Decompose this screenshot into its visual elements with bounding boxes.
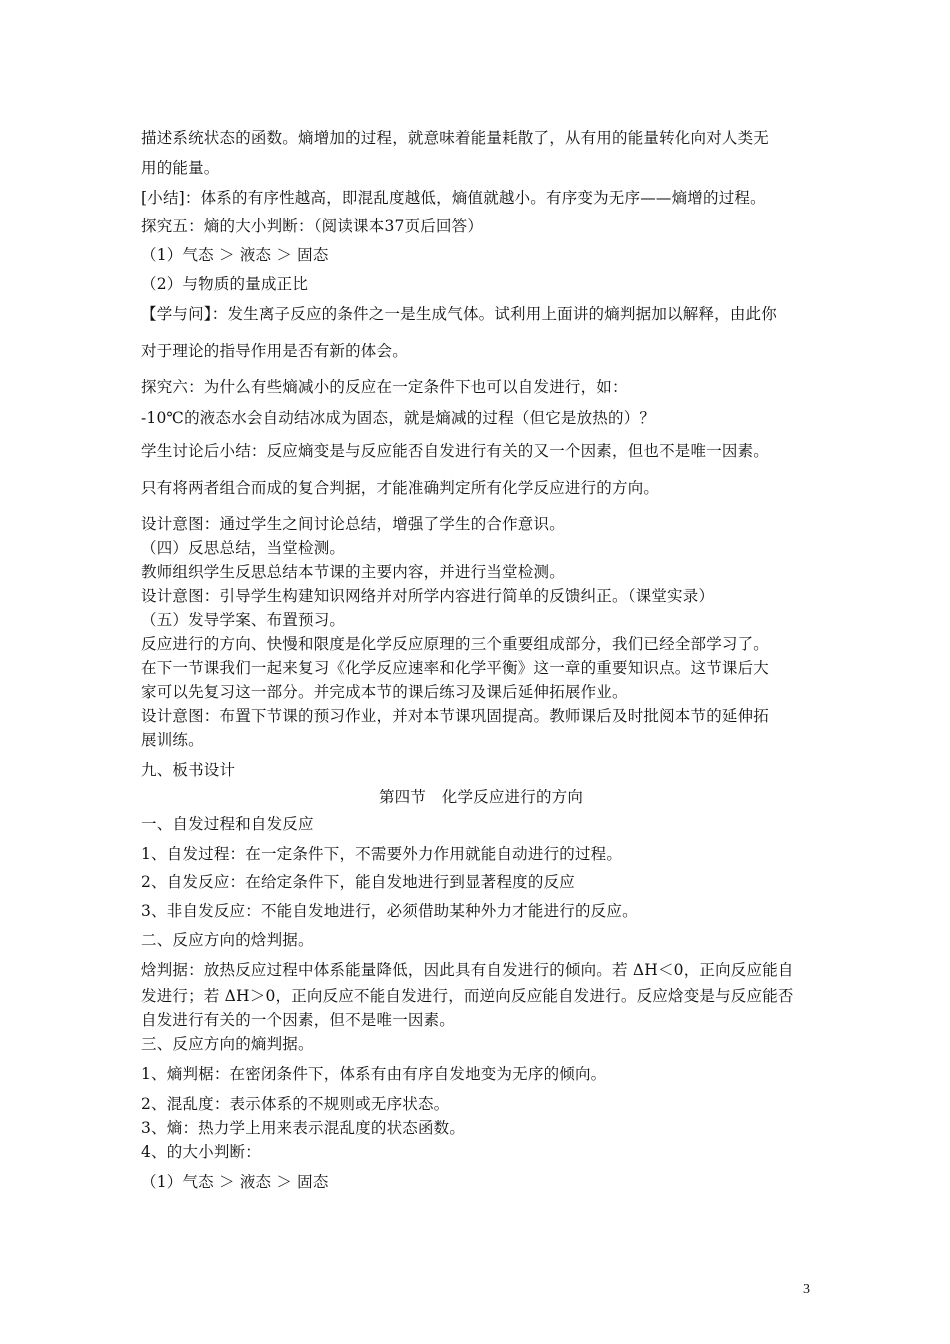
text-line: 只有将两者组合而成的复合判据，才能准确判定所有化学反应进行的方向。 <box>141 479 660 497</box>
text-line: 描述系统状态的函数。熵增加的过程，就意味着能量耗散了，从有用的能量转化向对人类无 <box>141 129 770 147</box>
text-line: （1）气态 ＞ 液态 ＞ 固态 <box>141 246 329 264</box>
text-line: 在下一节课我们一起来复习《化学反应速率和化学平衡》这一章的重要知识点。这节课后大 <box>141 659 770 677</box>
text-line: 反应进行的方向、快慢和限度是化学反应原理的三个重要组成部分，我们已经全部学习了。 <box>141 635 770 653</box>
text-line: 一、自发过程和自发反应 <box>141 815 314 833</box>
text-line: -10℃的液态水会自动结冰成为固态，就是熵减的过程（但它是放热的）？ <box>141 409 656 427</box>
page-number: 3 <box>803 1282 810 1297</box>
text-line: （1）气态 ＞ 液态 ＞ 固态 <box>141 1173 329 1191</box>
text-line: 4、的大小判断： <box>141 1143 261 1161</box>
text-line: （五）发导学案、布置预习。 <box>141 611 346 629</box>
text-line: [小结]：体系的有序性越高，即混乱度越低，熵值就越小。有序变为无序——熵增的过程。 <box>141 189 766 207</box>
section-heading: 九、板书设计 <box>141 761 236 779</box>
text-line: 【学与问】：发生离子反应的条件之一是生成气体。试利用上面讲的熵判据加以解释，由此你 <box>141 305 777 323</box>
text-line: 设计意图：通过学生之间讨论总结，增强了学生的合作意识。 <box>141 515 565 533</box>
text-line: 1、自发过程：在一定条件下，不需要外力作用就能自动进行的过程。 <box>141 845 623 863</box>
text-line: 家可以先复习这一部分。并完成本节的课后练习及课后延伸拓展作业。 <box>141 683 628 701</box>
text-line: 2、混乱度：表示体系的不规则或无序状态。 <box>141 1095 450 1113</box>
text-line: 1、熵判椐：在密闭条件下，体系有由有序自发地变为无序的倾向。 <box>141 1065 607 1083</box>
text-line: （四）反思总结，当堂检测。 <box>141 539 346 557</box>
text-line: 自发进行有关的一个因素，但不是唯一因素。 <box>141 1011 456 1029</box>
text-line: 教师组织学生反思总结本节课的主要内容，并进行当堂检测。 <box>141 563 565 581</box>
text-line: （2）与物质的量成正比 <box>141 275 309 293</box>
text-line: 2、自发反应：在给定条件下，能自发地进行到显著程度的反应 <box>141 873 575 891</box>
text-line: 设计意图：引导学生构建知识网络并对所学内容进行简单的反馈纠正。（课堂实录） <box>141 587 715 605</box>
text-line: 用的能量。 <box>141 159 220 177</box>
text-line: 3、非自发反应：不能自发地进行，必须借助某种外力才能进行的反应。 <box>141 902 638 920</box>
text-line: 3、熵：热力学上用来表示混乱度的状态函数。 <box>141 1119 466 1137</box>
text-line: 探究五：熵的大小判断：（阅读课本37页后回答） <box>141 217 484 235</box>
text-line: 焓判据：放热反应过程中体系能量降低，因此具有自发进行的倾向。若 ΔH＜0，正向反应能自 <box>141 961 794 979</box>
text-line: 探究六：为什么有些熵减小的反应在一定条件下也可以自发进行，如： <box>141 378 628 396</box>
text-line: 对于理论的指导作用是否有新的体会。 <box>141 342 408 360</box>
board-title: 第四节 化学反应进行的方向 <box>378 788 584 806</box>
text-line: 发进行；若 ΔH＞0，正向反应不能自发进行，而逆向反应能自发进行。反应焓变是与反应能否 <box>141 987 794 1005</box>
text-line: 展训练。 <box>141 731 204 749</box>
text-line: 设计意图：布置下节课的预习作业，并对本节课巩固提高。教师课后及时批阅本节的延伸拓 <box>141 707 770 725</box>
text-line: 学生讨论后小结：反应熵变是与反应能否自发进行有关的又一个因素，但也不是唯一因素。 <box>141 442 770 460</box>
text-line: 二、反应方向的焓判据。 <box>141 931 314 949</box>
text-line: 三、反应方向的熵判据。 <box>141 1035 314 1053</box>
